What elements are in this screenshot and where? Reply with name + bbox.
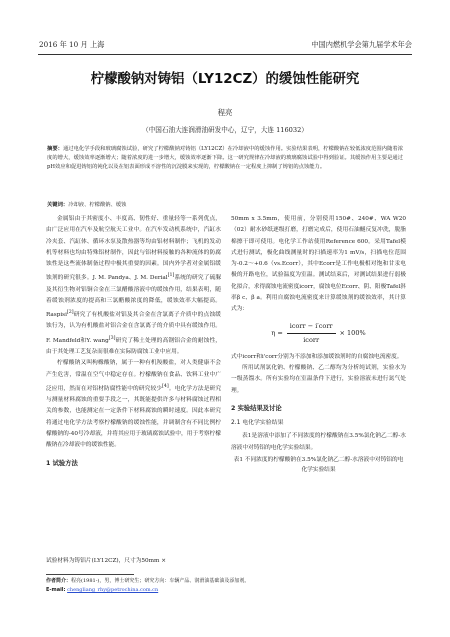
author-affiliation: （中国石油大连润滑油研发中心，辽宁，大连 116032） <box>142 126 308 134</box>
email-link[interactable]: chengliang_rhy@petrochina.com.cn <box>67 587 159 593</box>
intro-paragraph-2 <box>46 358 221 451</box>
formula-denominator: icorr <box>303 336 320 345</box>
formula-rhs: × 100% <box>339 329 366 338</box>
footnote-author-text: 程亮(1981-)，男，博士研究生；研究方向：车辆产品、润滑油基础油及添加剂。 <box>71 578 250 584</box>
right-column <box>231 214 406 475</box>
table-caption: 表1 不同浓度的柠檬酸钠在3.5%氯化钠乙二醇-水溶液中对铸铝的电化学实验结果 <box>233 457 404 474</box>
intro-text-1b: 系统的研究了硫脲及其衍生物对铝铜合金在三氯醋酸溶液中的缓蚀作用，结果表明，随着缓蚀剂浓度的提高和三氯醋酸浓度的降低，缓蚀效率大幅提高。Raspisi <box>46 275 222 319</box>
header-date-location: 2016 年 10 月 上海 <box>39 40 105 49</box>
abstract-text: 通过电化学手段和玻璃腐蚀试验，研究了柠檬酸钠对铸铝（LY12CZ）在冷却液中的缓蚀作用。实验结果表明，柠檬酸钠在较低浓度范围内随着浓度的增大，缓蚀效率逐渐增大；随着浓度的进一步增大，缓蚀效率逐渐下降。这一研究规律在冷却液的玻璃腐蚀试验中得到验证。其缓蚀作用主要是通过pH效应和促进铸铝的钝化以及在铝表面形成不溶性的沉淀膜来实现的，柠檬酸钠在一定程度上抑制了铸铝的点蚀能力。 <box>47 146 403 171</box>
keywords <box>47 200 403 208</box>
keywords-text: 冷却液、柠檬酸钠、缓蚀 <box>68 202 127 208</box>
footnote-divider <box>46 574 134 575</box>
header-conference: 中国内燃机学会第九届学术年会 <box>311 40 412 49</box>
footnote <box>46 577 404 595</box>
footnote-author-label: 作者简介： <box>46 578 72 584</box>
section-heading-2: 2 实验结果及讨论 <box>231 404 282 412</box>
intro-text-2: 柠檬酸钠又叫枸橼酸钠，属于一种有机羧酸盐，对人类健康不会产生危害，常温在空气中稳定存在。柠檬酸钠在食品、饮料工业中广泛应用，然而在对铝材防腐性能中的研究较少 <box>46 360 221 392</box>
intro-text-1d: 研究了稀土处理的高钢铝合金的耐蚀性，由于其处理工艺复杂而很难在实际防腐蚀工业中应用。 <box>46 337 221 355</box>
footnote-author <box>46 577 404 586</box>
author-name: 程亮 <box>217 108 233 117</box>
citation-2: [2] <box>66 310 74 316</box>
formula-fraction <box>287 321 336 347</box>
citation-1: [1] <box>167 273 175 279</box>
reagents-paragraph: 所用试剂氯化钠、柠檬酸钠、乙二醇均为分析纯试剂，实验水为一级蒸馏水。所有实验均在室温条件下进行，实验溶液未进行氮气处理。 <box>231 364 406 394</box>
results-paragraph: 表1是溶液中添加了不同浓度的柠檬酸钠在3.5%氯化钠乙二醇-水溶液中对铸铝的电化学实验结果。 <box>231 433 406 451</box>
section-heading-1: 1 试验方法 <box>46 459 78 467</box>
intro-text-2b: 。电化学方法是研究与测量材料腐蚀的重要手段之一，其既能提供许多与材料腐蚀过程相关的参数，也能测定在一定条件下材料腐蚀的瞬时速度。因此本研究将通过电化学方法考察柠檬酸钠的缓蚀性能，并调制含有不同比例柠檬酸钠的-40号冷却液，并将其应用于玻璃腐蚀试验中，用于考察柠檬酸钠在冷却液中的缓蚀性能。 <box>46 385 222 449</box>
keywords-label: 关键词： <box>47 202 69 208</box>
intro-paragraph-1 <box>46 214 221 358</box>
citation-4: [4] <box>162 383 169 389</box>
abstract <box>47 145 403 173</box>
intro-text-1: 金属铝由于其密度小、丰度高、韧性好、重量轻等一系列优点，由广泛应用在汽车及航空航天工业中。在汽车发动机系统中，汽缸水冷夹套、汽缸体、循环水泵及散热器等均由铝材料制作；飞机的发动机等材料也均由特殊铝材制作，因此与铝材料接触的各种流体的防腐蚀性是这些流体制备过程中极其重要的因素。国内外学者对金属铝缓蚀剂的研究很多。J. M. Pandya、J. M. Derial <box>46 216 221 282</box>
method-paragraph: 50mm x 3.5mm，使用前，分别使用150#、240#、WA W20（02）耐水砂纸逐级打磨，打磨完成后，使用石油醚反复冲洗，脱脂棉擦干即可使用。电化学工作站使用Reference 600。采用Tafel模式进行测试，极化曲线测量时的扫描速率为1 mV/s，扫描电位范围为-0.2～+0.6（vs.Ecorr），其中Ecorr是工作电极相对饱和甘汞电极的开路电位，试验温度为室温。测试结束后，对测试结果进行弱极化拟合，求得腐蚀电流密度icorr，腐蚀电位Ecorr、阴、阳极Tafel斜率β c、β a。利用自腐蚀电流密度来计算缓蚀剂的缓蚀效率，其计算式为： <box>231 216 406 313</box>
left-column <box>46 214 221 472</box>
materials-line: 试验材料为铸铝片(LY12CZ)，尺寸为50mm × <box>46 558 166 564</box>
header-divider <box>38 54 412 55</box>
footnote-email-line <box>46 586 404 595</box>
paper-title: 柠檬酸钠对铸铝（LY12CZ）的缓蚀性能研究 <box>90 72 360 87</box>
intro-text-1c: 研究了有机酸盐对铝及其合金在含氯离子介质中的点蚀缓蚀行为，认为有机酸盐对铝合金在含氯离子的介质中具有缓蚀作用。F. Mandfeld和Y. wang <box>46 312 221 344</box>
subsection-heading-2-1: 2.1 电化学实验结果 <box>231 420 284 427</box>
abstract-label: 摘要： <box>47 146 63 152</box>
efficiency-formula <box>231 319 406 349</box>
formula-numerator: icorr − i′corr <box>287 321 336 334</box>
citation-3: [3] <box>108 335 116 341</box>
formula-lhs: η = <box>271 329 283 338</box>
formula-explanation: 式中icorr和i'corr分别为不添加和添加缓蚀剂时的自腐蚀电流密度。 <box>231 353 403 360</box>
footnote-email-label: E-mail: <box>46 587 66 593</box>
